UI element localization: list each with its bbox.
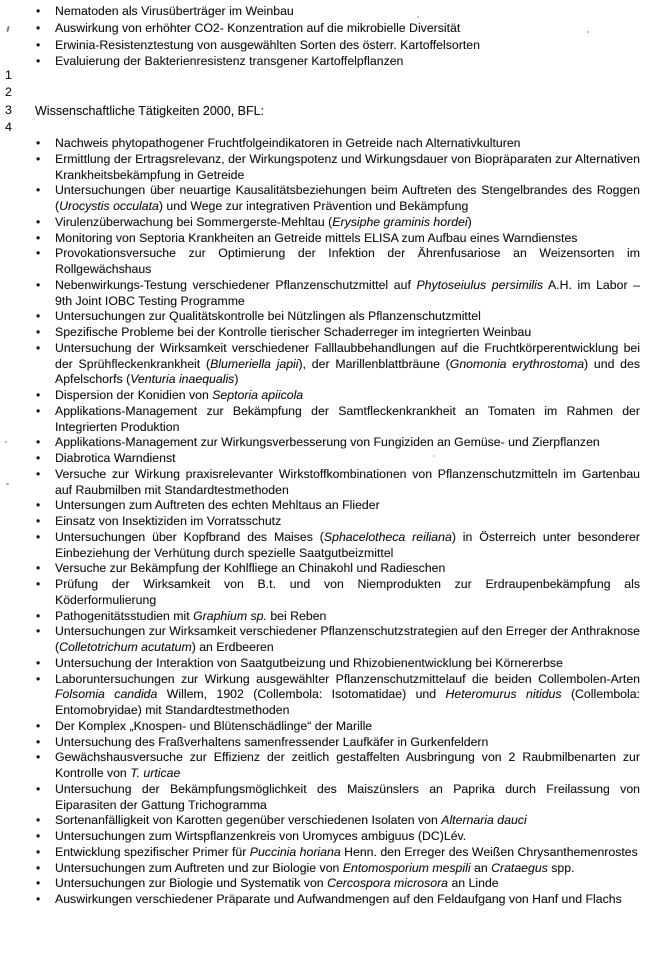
list-item (0, 561, 640, 577)
list-item-text (55, 341, 640, 388)
list-item (0, 37, 640, 54)
bullet-icon: • (36, 214, 41, 229)
list-item (0, 404, 640, 436)
text-segment: Diabrotica Warndienst (55, 451, 176, 465)
text-segment: ) und Wege zur integrativen Prävention und Bekämpfung (158, 199, 469, 213)
main-bullet-list (0, 136, 640, 908)
list-item (0, 861, 640, 877)
species-name-italic: Sphacelotheca reiliana (323, 529, 452, 544)
text-segment: ), der Marillenblattbräune ( (298, 356, 450, 371)
list-item-text (55, 467, 640, 499)
list-item (0, 325, 640, 341)
list-item-text (55, 876, 640, 892)
text-segment: Nebenwirkungs-Testung verschiedener Pflanzenschutzmittel auf (55, 277, 417, 292)
list-item (0, 514, 640, 530)
text-segment: Laboruntersuchungen zur Wirkung ausgewählter Pflanzenschutzmittelauf die beiden Collembolen-Arten (55, 671, 640, 686)
list-item (0, 624, 640, 656)
list-item-text (55, 3, 640, 20)
list-item-text (55, 624, 640, 656)
top-bullet-list (0, 3, 640, 70)
bullet-icon: • (36, 435, 41, 450)
line-number: 3 (5, 102, 12, 117)
bullet-icon: • (36, 4, 41, 18)
list-item-text (55, 451, 640, 467)
text-segment: Untersuchungen zur Qualitätskontrolle bei Nützlingen als Pflanzenschutzmittel (55, 309, 481, 324)
list-item-text (55, 845, 640, 861)
bullet-icon: • (36, 608, 41, 623)
bullet-icon: • (36, 136, 41, 150)
species-name-italic: Venturia inaequalis (130, 372, 235, 387)
text-segment: ) und des Apfelschorfs ( (55, 356, 641, 387)
list-item-text (55, 672, 640, 719)
list-item (0, 530, 640, 562)
list-item (0, 719, 640, 735)
list-item-text (55, 813, 640, 829)
text-segment: an Linde (448, 876, 499, 891)
species-name-italic: Crataegus (491, 860, 548, 875)
text-segment: ) in Österreich unter besonderer Einbeziehung der Verhütung durch spezielle Saatgutbeizmittel (55, 529, 640, 560)
text-segment: Untersuchungen zum Wirtspflanzenkreis von Uromyces ambiguus (DC)Lév. (55, 829, 467, 843)
text-segment: Untersuchungen über neuartige Kausalitätsbeziehungen beim Auftreten des Stengelbrandes des Roggen ( (55, 183, 640, 213)
scan-artifact (5, 441, 7, 443)
text-segment: Untersuchungen über Kopfbrand des Maises ( (55, 529, 324, 544)
text-segment: Dispersion der Konidien von (55, 388, 213, 402)
bullet-icon: • (36, 892, 41, 906)
species-name-italic: Urocystis occulata (59, 199, 159, 213)
species-name-italic: Graphium sp. (193, 608, 267, 623)
list-item (0, 782, 640, 814)
line-numbers (5, 67, 12, 136)
list-item-text (55, 435, 640, 451)
species-name-italic: T. urticae (130, 766, 181, 780)
list-item-text (55, 183, 640, 215)
species-name-italic: Colletotrichum acutatum (59, 640, 192, 654)
bullet-icon: • (36, 20, 41, 35)
list-item (0, 309, 640, 325)
list-item (0, 609, 640, 625)
text-segment: Virulenzüberwachung bei Sommergerste-Mehltau ( (55, 214, 333, 229)
text-segment: Prüfung der Wirksamkeit von B.t. und von Niemprodukten zur Erdraupenbekämpfung als Köderformulierung (55, 577, 640, 607)
text-segment: Untersuchungen zur Biologie und Systematik von (55, 876, 328, 891)
text-segment: Gewächshausversuche zur Effizienz der zeitlich gestaffelten Ausbringung von 2 Raubmilbenarten zur Kontrolle von (55, 750, 640, 780)
list-item-text (55, 735, 640, 751)
list-item-text (55, 892, 640, 908)
bullet-icon: • (36, 671, 41, 686)
list-item-text (55, 514, 640, 530)
list-item-text (55, 561, 640, 577)
list-item-text (55, 215, 640, 231)
bullet-icon: • (36, 514, 41, 528)
list-item (0, 136, 640, 152)
species-name-italic: Entomosporium mespili (342, 860, 471, 875)
list-item-text (55, 498, 640, 514)
bullet-icon: • (36, 829, 41, 843)
list-item (0, 845, 640, 861)
text-segment: Evaluierung der Bakterienresistenz transgener Kartoffelpflanzen (55, 54, 404, 69)
text-segment: Untersuchung der Wirksamkeit verschiedener Falllaubbehandlungen auf die Fruchtkörperentwicklung bei der Sprühfleckenkrankheit ( (55, 340, 640, 371)
bullet-icon: • (36, 813, 41, 828)
text-segment: Auswirkungen verschiedener Präparate und Aufwandmengen auf den Feldaufgang von Hanf und Flachs (55, 892, 622, 906)
scan-artifact (433, 455, 435, 457)
list-item-text (55, 231, 640, 247)
bullet-icon: • (36, 151, 41, 166)
list-item-text (55, 750, 640, 782)
species-name-italic: Phytoseiulus persimilis (416, 277, 544, 292)
text-segment: Versuche zur Wirkung praxisrelevanter Wirkstoffkombinationen von Pflanzenschutzmitteln im Gartenbau auf Raubmilben mit Standardtestmethoden (55, 466, 640, 497)
text-segment: Willem, 1902 (Collembola: Isotomatidae) und (157, 687, 446, 702)
list-item (0, 876, 640, 892)
list-item (0, 467, 640, 499)
section-heading: Wissenschaftliche Tätigkeiten 2000, BFL: (35, 104, 265, 118)
bullet-icon: • (36, 844, 41, 859)
species-name-italic: Alternaria dauci (441, 813, 527, 828)
list-item-text (55, 309, 640, 325)
list-item (0, 813, 640, 829)
text-segment: Spezifische Probleme bei der Kontrolle tierischer Schaderreger im integrierten Weinbau (55, 325, 532, 339)
text-segment: an (470, 860, 492, 875)
scan-artifact (587, 31, 589, 33)
bullet-icon: • (36, 54, 41, 69)
list-item-text (55, 782, 640, 814)
bullet-icon: • (36, 860, 41, 875)
species-name-italic: Septoria apiicola (212, 388, 304, 402)
species-name-italic: Gnomonia erythrostoma (449, 356, 585, 371)
list-item (0, 183, 640, 215)
species-name-italic: Blumeriella japii (210, 356, 299, 371)
text-segment: Versuche zur Bekämpfung der Kohlfliege an Chinakohl und Radieschen (55, 561, 446, 576)
bullet-icon: • (36, 230, 41, 245)
bullet-icon: • (36, 498, 41, 513)
scan-artifact (417, 16, 419, 18)
text-segment: ) (234, 372, 239, 387)
list-item (0, 341, 640, 388)
list-item (0, 388, 640, 404)
list-item (0, 672, 640, 719)
text-segment: Untersuchung der Bekämpfungsmöglichkeit des Maiszünslers an Paprika durch Freilassung von Eiparasiten der Gattung Trichogramma (55, 781, 640, 812)
list-item-text (55, 404, 640, 436)
text-segment: Monitoring von Septoria Krankheiten an Getreide mittels ELISA zum Aufbau eines Warndienstes (55, 230, 578, 245)
line-number: 1 (5, 68, 12, 82)
line-number: 4 (5, 119, 12, 134)
bullet-icon: • (36, 388, 41, 402)
species-name-italic: Puccinia horiana (249, 844, 341, 859)
list-item-text (55, 53, 640, 70)
text-segment: bei Reben (266, 608, 327, 623)
list-item (0, 829, 640, 845)
bullet-icon: • (36, 718, 41, 733)
list-item-text (55, 152, 640, 184)
bullet-icon: • (36, 325, 41, 339)
list-item (0, 20, 640, 37)
list-item (0, 231, 640, 247)
list-item (0, 435, 640, 451)
list-item-text (55, 325, 640, 341)
text-segment: Nematoden als Virusüberträger im Weinbau (55, 4, 294, 18)
list-item (0, 451, 640, 467)
list-item-text (55, 656, 640, 672)
text-segment: Untersuchungen zur Wirksamkeit verschiedener Pflanzenschutzstrategien auf den Erreger der Anthraknose ( (55, 624, 640, 654)
bullet-icon: • (36, 781, 41, 796)
list-item-text (55, 577, 640, 609)
bullet-icon: • (36, 577, 41, 591)
bullet-icon: • (36, 451, 41, 465)
list-item-text (55, 388, 640, 404)
list-item (0, 152, 640, 184)
text-segment: Provokationsversuche zur Optimierung der Infektion der Ährenfusariose an Weizensorten im Rollgewächshaus (55, 246, 640, 276)
scan-artifact (6, 483, 9, 485)
text-segment: Nachweis phytopathogener Fruchtfolgeindikatoren in Getreide nach Alternativkulturen (55, 136, 521, 150)
list-item (0, 278, 640, 310)
text-segment: Auswirkung von erhöhter CO2- Konzentration auf die mikrobielle Diversität (55, 20, 461, 35)
text-segment: Untersungen zum Auftreten des echten Mehltaus an Flieder (55, 498, 380, 513)
list-item (0, 892, 640, 908)
text-segment: Applikations-Management zur Bekämpfung der Samtfleckenkrankheit an Tomaten im Rahmen der Integrierten Produktion (55, 403, 640, 434)
text-segment: spp. (547, 860, 575, 875)
list-item (0, 656, 640, 672)
text-segment: Der Komplex „Knospen- und Blütenschädlinge“ der Marille (55, 718, 373, 733)
bullet-icon: • (36, 37, 41, 52)
list-item-text (55, 136, 640, 152)
list-item-text (55, 20, 640, 37)
bullet-icon: • (36, 183, 41, 198)
list-item (0, 215, 640, 231)
list-item (0, 750, 640, 782)
text-segment: Einsatz von Insektiziden im Vorratsschutz (55, 514, 282, 528)
text-segment: Untersuchung des Fraßverhaltens samenfressender Laufkäfer in Gurkenfeldern (55, 734, 489, 749)
list-item (0, 53, 640, 70)
list-item-text (55, 861, 640, 877)
bullet-icon: • (36, 529, 41, 544)
bullet-icon: • (36, 466, 41, 481)
text-segment: Pathogenitätsstudien mit (55, 608, 194, 623)
list-item-text (55, 246, 640, 278)
list-item (0, 3, 640, 20)
text-segment: A.H. im Labor – 9th Joint IOBC Testing Programme (55, 277, 640, 308)
bullet-icon: • (36, 246, 41, 261)
bullet-icon: • (36, 277, 41, 292)
bullet-icon: • (36, 309, 41, 324)
text-segment: Entwicklung spezifischer Primer für (55, 844, 250, 859)
species-name-italic: Erysiphe graminis hordei (332, 214, 468, 229)
text-segment: Untersuchungen zum Auftreten und zur Biologie von (55, 860, 343, 875)
list-item-text (55, 829, 640, 845)
species-name-italic: Folsomia candida (55, 687, 158, 702)
species-name-italic: Cercospora microsora (327, 876, 449, 891)
text-segment: Applikations-Management zur Wirkungsverbesserung von Fungiziden an Gemüse- und Zierpflanzen (55, 435, 600, 450)
text-segment: ) (467, 214, 472, 229)
bullet-icon: • (36, 624, 41, 639)
bullet-icon: • (36, 655, 41, 670)
text-segment: Untersuchung der Interaktion von Saatgutbeizung und Rhizobienentwicklung bei Körnererbse (55, 655, 563, 670)
bullet-icon: • (36, 750, 41, 765)
bullet-icon: • (36, 734, 41, 749)
list-item-text (55, 609, 640, 625)
line-number: 2 (5, 85, 12, 100)
bullet-icon: • (36, 561, 41, 576)
text-segment: Sortenanfälligkeit von Karotten gegenüber verschiedenen Isolaten von (55, 813, 442, 828)
bullet-icon: • (36, 876, 41, 891)
list-item (0, 577, 640, 609)
text-segment: ) an Erdbeeren (191, 640, 274, 654)
text-segment: (Collembola: Entomobryidae) mit Standardtestmethoden (55, 687, 640, 717)
bullet-icon: • (36, 403, 41, 418)
text-segment: Henn. den Erreger des Weißen Chrysanthemenrostes (340, 844, 638, 859)
list-item-text (55, 37, 640, 54)
list-item (0, 735, 640, 751)
list-item-text (55, 530, 640, 562)
bullet-icon: • (36, 340, 41, 355)
species-name-italic: Heteromurus nitidus (445, 687, 562, 702)
list-item-text (55, 278, 640, 310)
list-item (0, 498, 640, 514)
text-segment: Ermittlung der Ertragsrelevanz, der Wirkungspotenz und Wirkungsdauer von Biopräparaten zur Alternativen Krankheitsbekämpfung in Getreide (55, 151, 640, 182)
list-item-text (55, 719, 640, 735)
list-item (0, 246, 640, 278)
text-segment: Erwinia-Resistenztestung von ausgewählten Sorten des österr. Kartoffelsorten (55, 37, 480, 52)
